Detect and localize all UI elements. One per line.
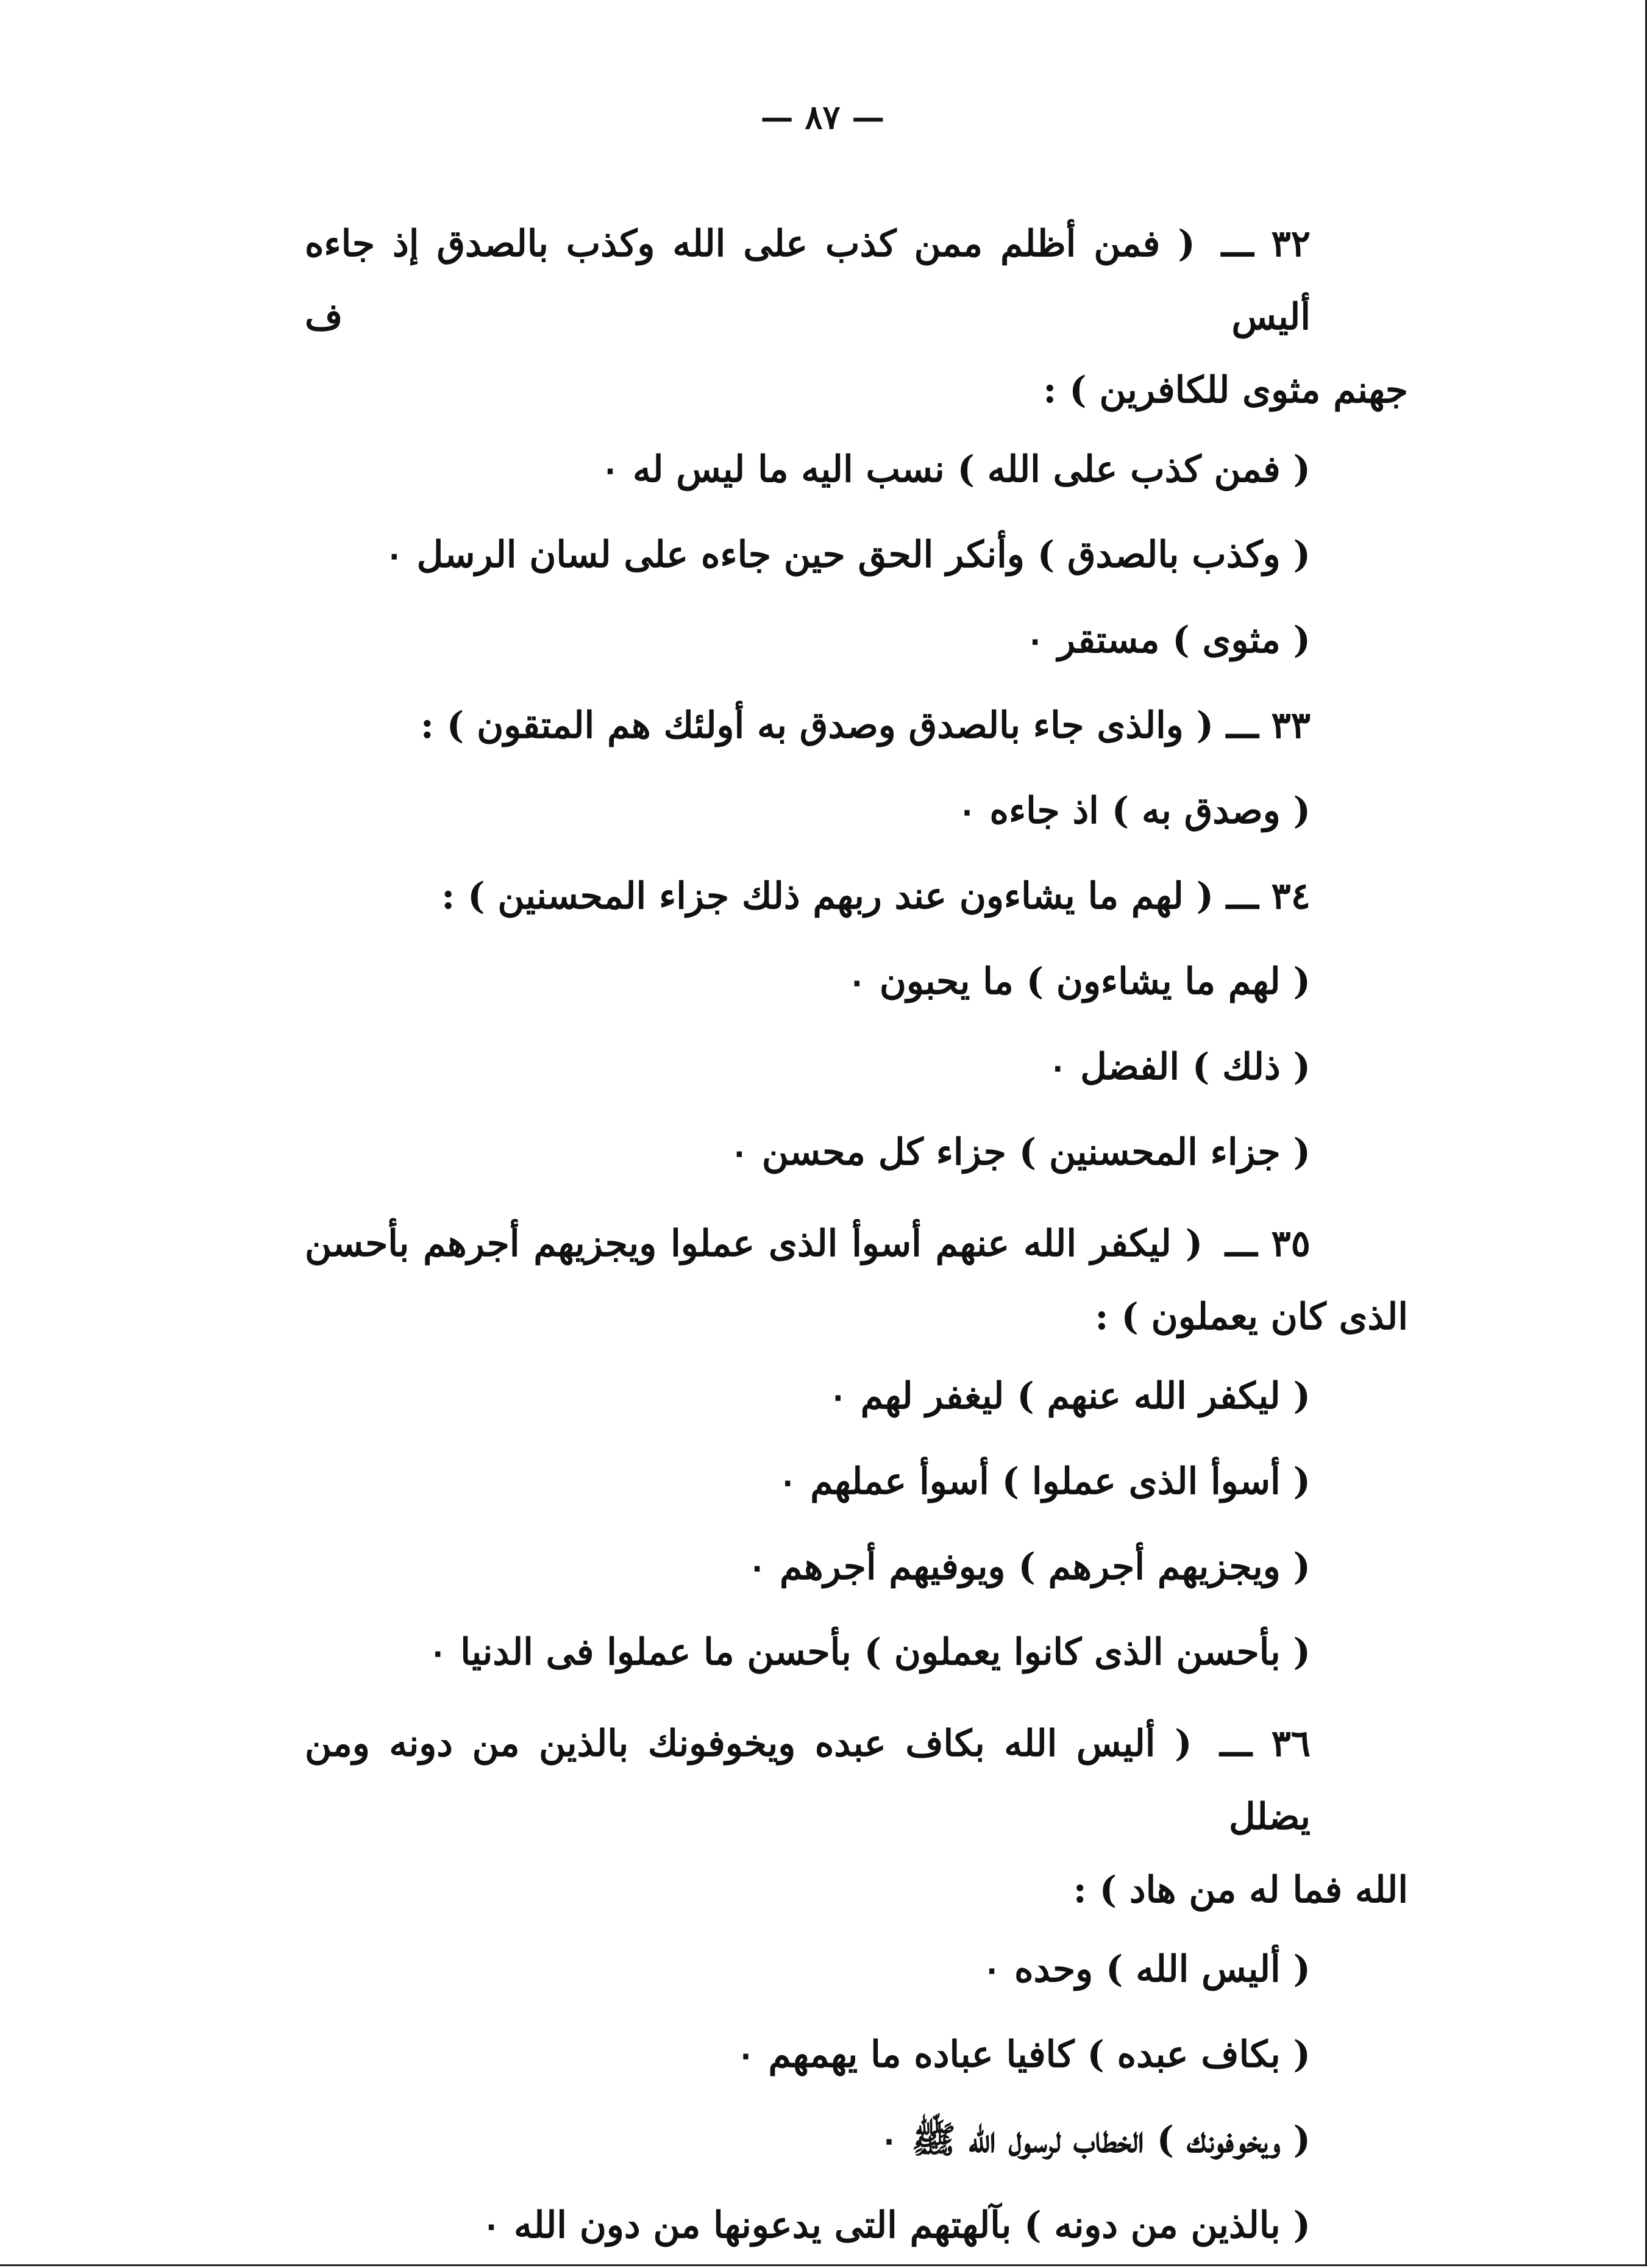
verse-32 (305, 207, 1408, 427)
verse-number: ٣٦ ـــ (1220, 1722, 1311, 1765)
verse-text-continued: الله فما له من هاد ) : (1073, 1869, 1408, 1911)
gloss-line: ( بكاف عبده ) كافيا عباده ما يهمهم ٠ (736, 2033, 1311, 2076)
verse-number: ٣٥ ـــ (1225, 1222, 1311, 1265)
page-number: — ٨٧ — (760, 98, 885, 137)
gloss-line: ( وصدق به ) اذ جاءه ٠ (957, 790, 1311, 832)
verse-36 (305, 1707, 1408, 1927)
verse-35 (305, 1207, 1408, 1353)
page-content (305, 195, 1408, 2268)
gloss-line: ( ويخوفونك ) الخطاب لرسول الله ﷺ ٠ (879, 2119, 1311, 2161)
gloss-line: ( مثوى ) مستقر ٠ (1025, 619, 1311, 661)
gloss-line: ( ذلك ) الفضل ٠ (1048, 1046, 1311, 1088)
gloss-line: ( أليس الله ) وحده ٠ (982, 1948, 1311, 1991)
gloss-line: ( ليكفر الله عنهم ) ليغفر لهم ٠ (828, 1375, 1311, 1417)
verse-text: ( ليكفر الله عنهم أسوأ الذى عملوا ويجزيهم أجرهم بأحسن (305, 1222, 1203, 1265)
gloss-line: ( وكذب بالصدق ) وأنكر الحق حين جاءه على لسان الرسل ٠ (384, 533, 1311, 576)
verse-34: ٣٤ ـــ ( لهم ما يشاءون عند ربهم ذلك جزاء المحسنين ) : (441, 875, 1311, 918)
verse-number: ٣٢ ـــ (1221, 223, 1311, 265)
gloss-line: ( ويجزيهم أجرهم ) ويوفيهم أجرهم ٠ (747, 1546, 1311, 1588)
verse-text: ( أليس الله بكاف عبده ويخوفونك بالذين من دونه ومن يضلل (305, 1722, 1311, 1838)
gloss-line: ( بأحسن الذى كانوا يعملون ) بأحسن ما عملوا فى الدنيا ٠ (428, 1631, 1311, 1674)
verse-text: ( فمن أظلم ممن كذب على الله وكذب بالصدق إذ جاءه أليس ف (305, 223, 1311, 338)
gloss-line: ( أسوأ الذى عملوا ) أسوأ عملهم ٠ (778, 1460, 1311, 1503)
gloss-line: ( لهم ما يشاءون ) ما يحبون ٠ (847, 960, 1311, 1003)
verse-text-continued: جهنم مثوى للكافرين ) : (1043, 369, 1408, 412)
gloss-line: ( فمن كذب على الله ) نسب اليه ما ليس له ٠ (600, 448, 1311, 491)
gloss-line: ( بالذين من دونه ) بآلهتهم التى يدعونها من دون الله ٠ (481, 2204, 1311, 2247)
verse-text-continued: الذى كان يعملون ) : (1095, 1296, 1408, 1338)
gloss-line: ( جزاء المحسنين ) جزاء كل محسن ٠ (729, 1131, 1311, 1174)
verse-33: ٣٣ ـــ ( والذى جاء بالصدق وصدق به أولئك هم المتقون ) : (420, 704, 1311, 747)
